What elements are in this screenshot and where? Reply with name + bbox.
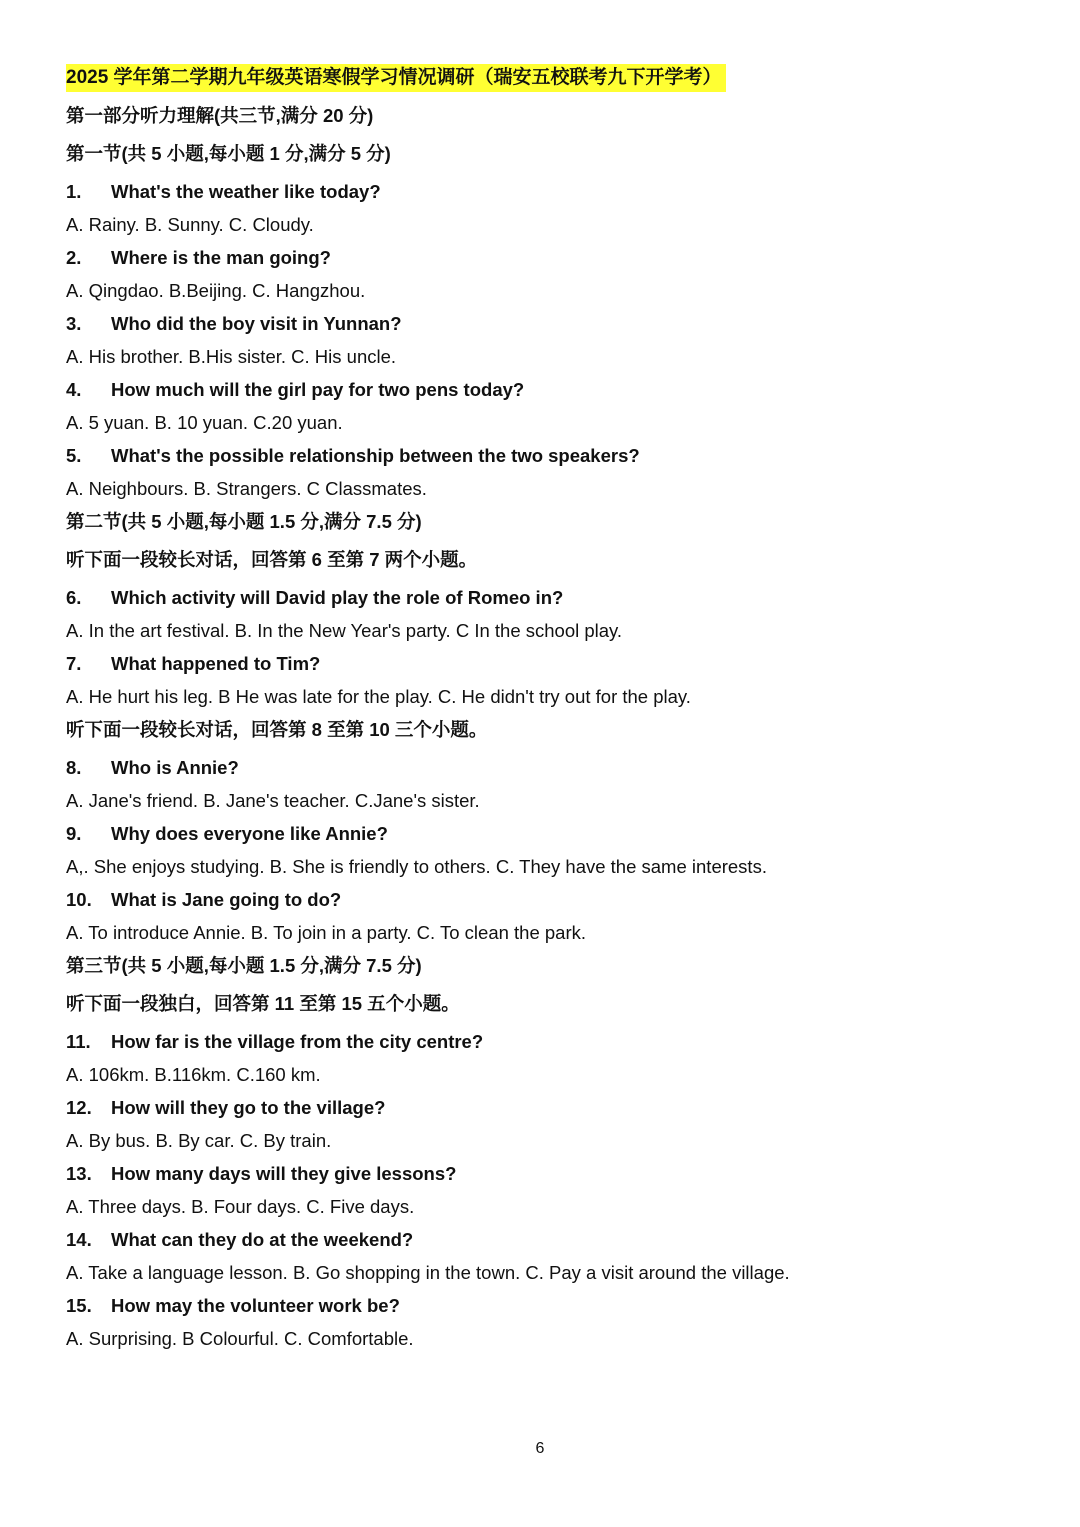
question-number: 13. [66,1163,92,1184]
section2-instruction-a: 听下面一段较长对话，回答第 6 至第 7 两个小题。 [66,549,478,570]
question-13 [66,1160,1026,1193]
question-number: 10. [66,889,92,910]
question-2-options: A. Qingdao. B.Beijing. C. Hangzhou. [66,280,366,301]
question-number: 2. [66,247,82,268]
question-text: How much will the girl pay for two pens today? [111,379,525,400]
question-text: What's the possible relationship between the two speakers? [111,445,640,466]
question-7-options: A. He hurt his leg. B He was late for the play. C. He didn't try out for the play. [66,686,691,707]
question-5-options: A. Neighbours. B. Strangers. C Classmates. [66,478,427,499]
question-15-options: A. Surprising. B Colourful. C. Comfortable. [66,1328,414,1349]
question-6 [66,584,1026,617]
question-11 [66,1028,1026,1061]
question-text: What can they do at the weekend? [111,1229,414,1250]
part1-heading: 第一部分听力理解(共三节,满分 20 分) [66,105,374,126]
question-text: How will they go to the village? [111,1097,386,1118]
question-number: 4. [66,379,82,400]
section2-heading: 第二节(共 5 小题,每小题 1.5 分,满分 7.5 分) [66,511,422,532]
question-number: 14. [66,1229,92,1250]
question-11-options: A. 106km. B.116km. C.160 km. [66,1064,321,1085]
question-text: What happened to Tim? [111,653,321,674]
question-text: Which activity will David play the role of Romeo in? [111,587,564,608]
question-number: 9. [66,823,82,844]
question-number: 6. [66,587,82,608]
question-4-options: A. 5 yuan. B. 10 yuan. C.20 yuan. [66,412,343,433]
question-number: 11. [66,1031,91,1052]
question-9 [66,820,1026,853]
question-12 [66,1094,1026,1127]
question-14 [66,1226,1026,1259]
question-12-options: A. By bus. B. By car. C. By train. [66,1130,332,1151]
document-title: 2025 学年第二学期九年级英语寒假学习情况调研（瑞安五校联考九下开学考） [66,64,726,92]
question-1-options: A. Rainy. B. Sunny. C. Cloudy. [66,214,314,235]
question-8 [66,754,1026,787]
question-number: 3. [66,313,82,334]
question-text: How many days will they give lessons? [111,1163,457,1184]
question-14-options: A. Take a language lesson. B. Go shopping in the town. C. Pay a visit around the village. [66,1262,790,1283]
page-number: 6 [535,1440,545,1457]
question-3-options: A. His brother. B.His sister. C. His uncle. [66,346,397,367]
question-5 [66,442,1026,475]
question-2 [66,244,1026,277]
question-number: 1. [66,181,82,202]
question-1 [66,178,1026,211]
question-text: Who is Annie? [111,757,239,778]
question-text: How may the volunteer work be? [111,1295,400,1316]
section3-instruction: 听下面一段独白，回答第 11 至第 15 五个小题。 [66,993,460,1014]
question-10-options: A. To introduce Annie. B. To join in a party. C. To clean the park. [66,922,587,943]
question-number: 15. [66,1295,92,1316]
question-text: Why does everyone like Annie? [111,823,388,844]
question-number: 7. [66,653,82,674]
question-3 [66,310,1026,343]
question-8-options: A. Jane's friend. B. Jane's teacher. C.Jane's sister. [66,790,480,811]
section1-heading: 第一节(共 5 小题,每小题 1 分,满分 5 分) [66,143,391,164]
question-7 [66,650,1026,683]
question-text: What's the weather like today? [111,181,381,202]
question-10 [66,886,1026,919]
question-text: Who did the boy visit in Yunnan? [111,313,402,334]
question-6-options: A. In the art festival. B. In the New Year's party. C In the school play. [66,620,623,641]
question-number: 12. [66,1097,92,1118]
question-text: Where is the man going? [111,247,331,268]
question-number: 5. [66,445,82,466]
question-13-options: A. Three days. B. Four days. C. Five days. [66,1196,415,1217]
section2-instruction-b: 听下面一段较长对话，回答第 8 至第 10 三个小题。 [66,719,488,740]
exam-page [66,64,1026,1358]
question-15 [66,1292,1026,1325]
section3-heading: 第三节(共 5 小题,每小题 1.5 分,满分 7.5 分) [66,955,422,976]
question-4 [66,376,1026,409]
question-number: 8. [66,757,82,778]
question-text: What is Jane going to do? [111,889,342,910]
question-9-options: A,. She enjoys studying. B. She is friendly to others. C. They have the same interests. [66,856,767,877]
question-text: How far is the village from the city centre? [111,1031,484,1052]
